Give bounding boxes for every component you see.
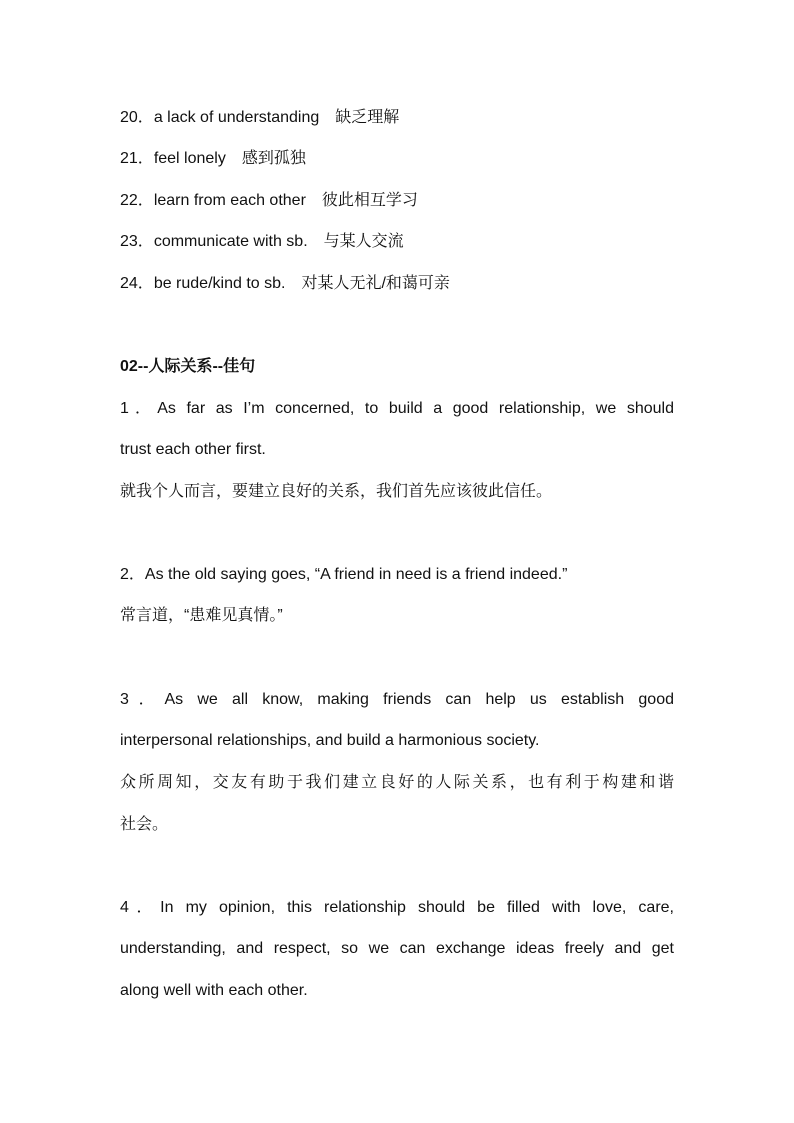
sentence-text: As far as I’m concerned, to build a good relationship, we should bbox=[157, 400, 674, 417]
phrase-number: 23． bbox=[120, 233, 154, 250]
phrase-chinese: 与某人交流 bbox=[323, 233, 404, 250]
sentence-1-english-line-2: trust each other first. bbox=[120, 441, 266, 458]
sentence-2-english bbox=[120, 565, 567, 585]
sentence-text: In my opinion, this relationship should be filled with love, care, bbox=[160, 899, 674, 916]
phrase-chinese: 感到孤独 bbox=[241, 150, 306, 167]
sentence-text: As the old saying goes, “A friend in need is a friend indeed.” bbox=[144, 566, 568, 583]
phrase-item-24 bbox=[120, 274, 450, 294]
phrase-chinese: 对某人无礼/和蔼可亲 bbox=[301, 275, 450, 292]
sentence-text: As we all know, making friends can help us establish good bbox=[164, 691, 674, 708]
phrase-english: a lack of understanding bbox=[153, 109, 320, 126]
phrase-chinese: 彼此相互学习 bbox=[321, 192, 418, 209]
sentence-3-english-line-2: interpersonal relationships, and build a harmonious society. bbox=[120, 732, 540, 749]
sentence-3-chinese-line-1: 众所周知，交友有助于我们建立良好的人际关系，也有利于构建和谐 bbox=[120, 774, 674, 791]
phrase-item-23 bbox=[120, 232, 404, 252]
sentence-4-english-line-1 bbox=[120, 898, 674, 918]
sentence-number: 1． bbox=[120, 400, 158, 417]
phrase-english: communicate with sb. bbox=[153, 233, 308, 250]
phrase-item-20 bbox=[120, 108, 399, 128]
sentence-4-english-line-2: understanding, and respect, so we can exchange ideas freely and get bbox=[120, 940, 674, 957]
sentence-number: 4． bbox=[120, 899, 161, 916]
sentence-number: 2． bbox=[120, 566, 145, 583]
section-heading: 02--人际关系--佳句 bbox=[120, 358, 256, 375]
phrase-item-22 bbox=[120, 191, 418, 211]
phrase-number: 21． bbox=[120, 150, 154, 167]
sentence-2-chinese: 常言道，“患难见真情。” bbox=[120, 607, 283, 624]
sentence-1-english-line-1 bbox=[120, 399, 674, 419]
phrase-english: be rude/kind to sb. bbox=[153, 275, 286, 292]
phrase-number: 20． bbox=[120, 109, 154, 126]
phrase-chinese: 缺乏理解 bbox=[335, 109, 400, 126]
sentence-number: 3． bbox=[120, 691, 165, 708]
phrase-english: learn from each other bbox=[153, 192, 306, 209]
phrase-item-21 bbox=[120, 149, 306, 169]
phrase-number: 22． bbox=[120, 192, 154, 209]
phrase-number: 24． bbox=[120, 275, 154, 292]
sentence-1-chinese: 就我个人而言，要建立良好的关系，我们首先应该彼此信任。 bbox=[120, 483, 553, 500]
sentence-3-english-line-1 bbox=[120, 690, 674, 710]
sentence-3-chinese-line-2: 社会。 bbox=[120, 816, 169, 833]
phrase-english: feel lonely bbox=[153, 150, 226, 167]
sentence-4-english-line-3: along well with each other. bbox=[120, 982, 308, 999]
